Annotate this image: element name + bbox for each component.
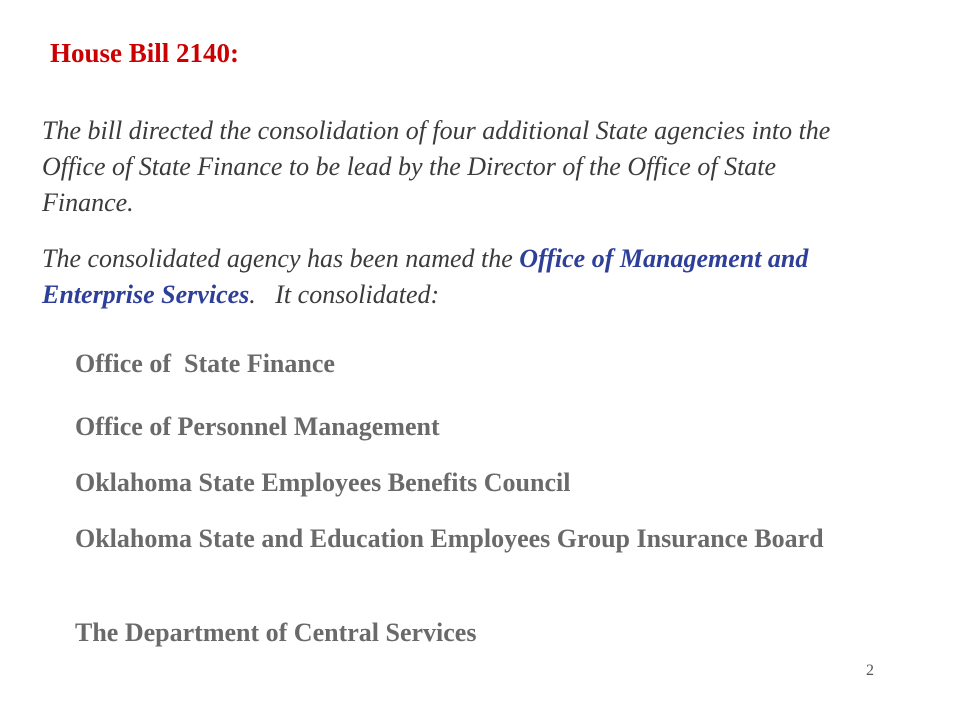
- paragraph-lead-text: The consolidated agency has been named the: [42, 244, 520, 273]
- list-item-agency: Office of Personnel Management: [75, 412, 440, 441]
- list-item-agency: Oklahoma State and Education Employees Group Insurance Board: [75, 524, 824, 553]
- list-item-agency: Oklahoma State Employees Benefits Council: [75, 468, 571, 497]
- agency-name-highlight: Office of Management and Enterprise Services: [42, 244, 809, 309]
- paragraph-trail-text: It consolidated:: [255, 280, 440, 309]
- paragraph-consolidated-agency: [42, 241, 842, 313]
- paragraph-period: .: [249, 280, 256, 309]
- list-item-agency: Office of State Finance: [75, 349, 335, 378]
- paragraph-bill-description: The bill directed the consolidation of four additional State agencies into the Office of State Finance to be lead by the Director of the Office of State Finance.: [42, 116, 831, 217]
- slide-title: House Bill 2140:: [50, 38, 240, 68]
- page-number: 2: [866, 662, 874, 679]
- list-item-agency: The Department of Central Services: [75, 618, 477, 647]
